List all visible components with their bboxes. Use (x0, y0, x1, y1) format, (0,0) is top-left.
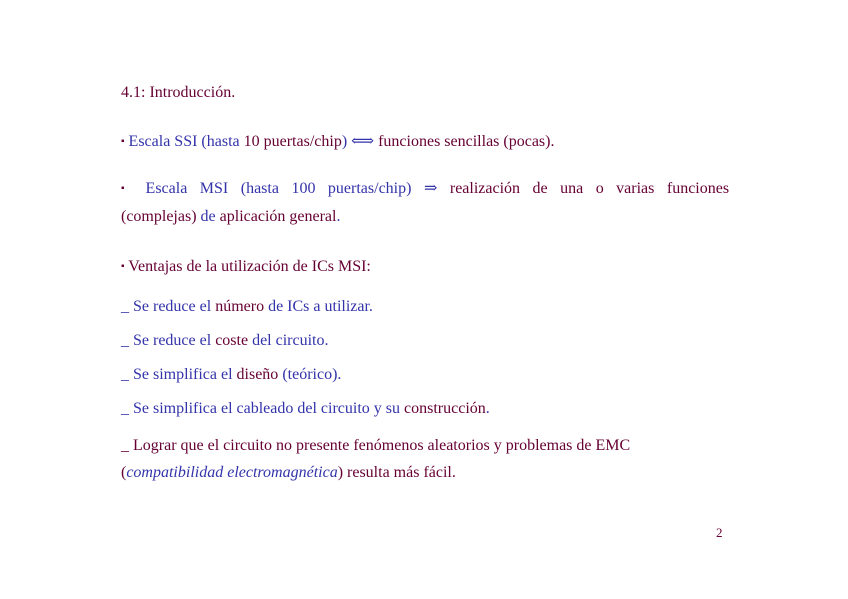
ventajas-heading (121, 257, 371, 277)
msi-row2 (121, 203, 729, 231)
item-highlight: construcción (404, 400, 486, 417)
item-text: _ Se reduce el (121, 332, 212, 349)
list-item (121, 365, 341, 385)
ssi-line (121, 132, 554, 152)
msi-result-row1: realización de una o varias funciones (449, 180, 730, 197)
list-item (121, 436, 630, 456)
ssi-hasta: hasta (206, 133, 240, 150)
bullet-icon: ▪ (121, 183, 134, 194)
msi-de: de (200, 208, 216, 225)
list-item (121, 331, 328, 351)
msi-period: . (336, 208, 341, 225)
msi-implies-arrow-icon: ⇒ (423, 180, 438, 197)
section-title: 4.1: Introducción. (121, 84, 236, 101)
item-text: ) (337, 464, 344, 481)
ssi-result: funciones sencillas (pocas). (378, 133, 555, 150)
item-text: . (485, 400, 490, 417)
item-text: resulta más fácil. (347, 464, 456, 481)
item-italic-term: compatibilidad electromagnética (126, 464, 338, 481)
ssi-equivalence-arrow-icon: ⟺ (351, 133, 375, 150)
item-text: de ICs a utilizar. (268, 298, 373, 315)
item-text: _ Se reduce el (121, 298, 212, 315)
item-highlight: diseño (236, 366, 279, 383)
list-item-continuation (121, 463, 456, 483)
item-text: _ Lograr que el circuito no presente fenómenos aleatorios y problemas de EMC (121, 437, 631, 454)
item-text: _ Se simplifica el (121, 366, 233, 383)
item-highlight: coste (215, 332, 249, 349)
msi-paragraph (121, 175, 729, 231)
ssi-label: Escala SSI (128, 133, 198, 150)
item-text: _ Se simplifica el cableado del circuito y su (121, 400, 401, 417)
item-text: (teórico). (282, 366, 342, 383)
bullet-icon: ▪ (121, 261, 125, 272)
item-text: ( (121, 464, 127, 481)
ventajas-heading-text: Ventajas de la utilización de ICs MSI: (128, 258, 371, 275)
item-highlight: número (215, 298, 265, 315)
msi-label: Escala MSI (145, 180, 229, 197)
ssi-open-paren: ( (201, 133, 207, 150)
list-item (121, 297, 373, 317)
page-number: 2 (716, 525, 723, 540)
ssi-close-paren: ) (341, 133, 348, 150)
msi-aplicacion-general: aplicación general (219, 208, 337, 225)
msi-paren-text: (hasta 100 puertas/chip) (240, 180, 412, 197)
item-text: del circuito. (252, 332, 329, 349)
list-item (121, 399, 490, 419)
msi-row1 (121, 175, 729, 203)
ssi-count: 10 puertas/chip (243, 133, 342, 150)
msi-complejas: (complejas) (121, 208, 197, 225)
bullet-icon: ▪ (121, 136, 125, 147)
